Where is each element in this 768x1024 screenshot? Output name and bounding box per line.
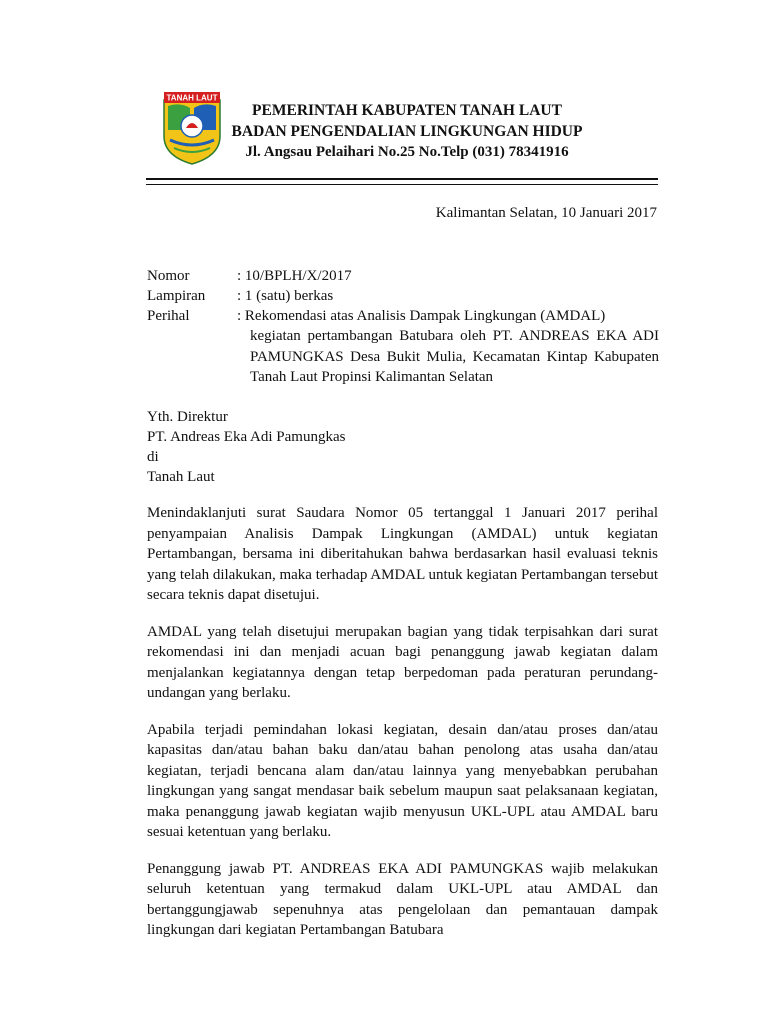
recipient-line-4: Tanah Laut [147, 469, 215, 485]
recipient-line-1: Yth. Direktur [147, 409, 228, 425]
perihal-value-continued: kegiatan pertambangan Batubara oleh PT. ANDREAS EKA ADI PAMUNGKAS Desa Bukit Mulia, Kecamatan Kintap Kabupaten Tanah Laut Propinsi Kalimantan Selatan [250, 328, 659, 385]
nomor-label: Nomor [147, 268, 190, 284]
body-paragraph-3: Apabila terjadi pemindahan lokasi kegiatan, desain dan/atau proses dan/atau kapasitas dan/atau bahan baku dan/atau bahan penolong atas usaha dan/atau kegiatan, terjadi bencana alam dan/atau lainnya yang menyebabkan perubahan lingkungan yang sangat mendasar baik sebelum maupun saat pelaksanaan kegiatan, maka penanggung jawab kegiatan wajib menyusun UKL-UPL atau AMDAL baru sesuai ketentuan yang berlaku. [147, 721, 658, 840]
letter-meta [147, 266, 659, 388]
recipient-line-2: PT. Andreas Eka Adi Pamungkas [147, 429, 346, 445]
letterhead-rule-thin [146, 184, 658, 185]
body-paragraph-4: Penanggung jawab PT. ANDREAS EKA ADI PAMUNGKAS wajib melakukan seluruh ketentuan yang termakud dalam UKL-UPL atau AMDAL dan bertanggungjawab sepenuhnya atas pengelolaan dan pemantauan dampak lingkungan dari kegiatan Pertambangan Batubara [147, 860, 658, 938]
recipient-block [147, 407, 345, 487]
logo-banner-text: TANAH LAUT [166, 93, 218, 103]
meta-lampiran [147, 286, 659, 306]
body-paragraph-1: Menindaklanjuti surat Saudara Nomor 05 tertanggal 1 Januari 2017 perihal penyampaian Analisis Dampak Lingkungan (AMDAL) untuk kegiatan Pertambangan, bersama ini diberitahukan bahwa berdasarkan hasil evaluasi teknis yang telah dilakukan, maka terhadap AMDAL untuk kegiatan Pertambangan tersebut secara teknis dapat disetujui. [147, 505, 658, 603]
meta-nomor [147, 266, 659, 286]
body-paragraph-2: AMDAL yang telah disetujui merupakan bagian yang tidak terpisahkan dari surat rekomendasi ini dan menjadi acuan bagi penanggung jawab kegiatan dalam menjalankan kegiatannya dengan tetap berpedoman pada peraturan perundang-undangan yang berlaku. [147, 623, 658, 701]
letterhead-agency: BADAN PENGENDALIAN LINGKUNGAN HIDUP [231, 123, 583, 140]
perihal-label: Perihal [147, 308, 190, 324]
recipient-line-3: di [147, 449, 159, 465]
perihal-value: : Rekomendasi atas Analisis Dampak Lingkungan (AMDAL) [237, 308, 606, 324]
letterhead [226, 100, 588, 163]
letterhead-government: PEMERINTAH KABUPATEN TANAH LAUT [252, 102, 562, 119]
place-and-date: Kalimantan Selatan, 10 Januari 2017 [435, 205, 657, 221]
meta-perihal [147, 306, 659, 326]
letter-body [147, 503, 658, 957]
nomor-value: : 10/BPLH/X/2017 [237, 268, 352, 284]
lampiran-label: Lampiran [147, 288, 206, 304]
tanah-laut-emblem-icon [160, 90, 224, 166]
lampiran-value: : 1 (satu) berkas [237, 288, 334, 304]
letterhead-rule-thick [146, 178, 658, 180]
letterhead-address: Jl. Angsau Pelaihari No.25 No.Telp (031) 78341916 [245, 144, 569, 160]
